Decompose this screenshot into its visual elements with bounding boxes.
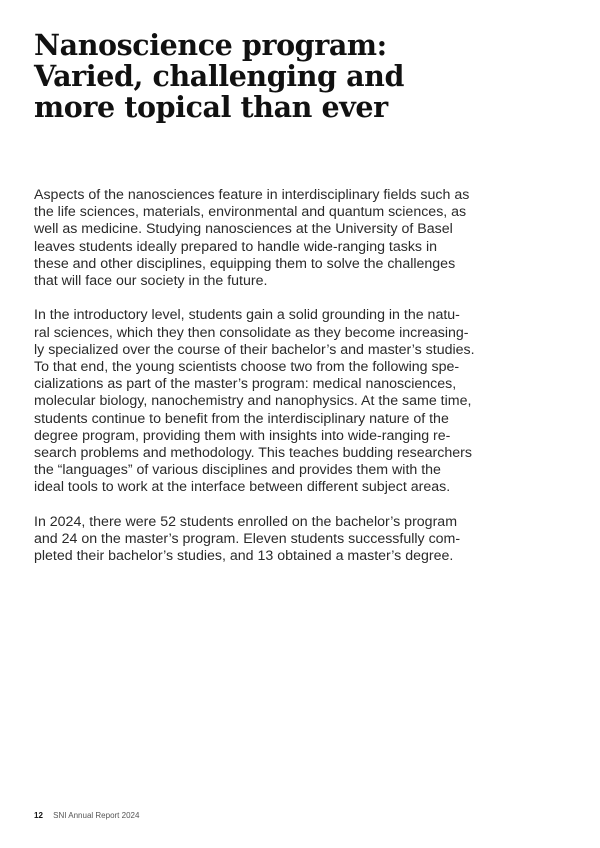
text-line: In the introductory level, students gain a solid grounding in the natu-	[34, 307, 460, 324]
text-line: pleted their bachelor’s studies, and 13 obtained a master’s degree.	[34, 548, 454, 565]
text-line: and 24 on the master’s program. Eleven students successfully com-	[34, 531, 461, 548]
body-text	[34, 187, 484, 583]
text-line: In 2024, there were 52 students enrolled on the bachelor’s program	[34, 513, 458, 530]
text-line: ly specialized over the course of their bachelor’s and master’s studies.	[34, 341, 475, 358]
paragraph-intro	[34, 187, 484, 290]
text-line: these and other disciplines, equipping them to solve the challenges	[34, 255, 456, 272]
title-line: Varied, challenging and	[34, 59, 404, 93]
text-line: the life sciences, materials, environmental and quantum sciences, as	[34, 204, 467, 221]
text-line: cializations as part of the master’s program: medical nanosciences,	[34, 376, 457, 393]
text-line: the “languages” of various disciplines and provides them with the	[34, 462, 441, 479]
page-footer	[34, 811, 139, 821]
text-line: molecular biology, nanochemistry and nanophysics. At the same time,	[34, 393, 472, 410]
title-line: Nanoscience program:	[34, 28, 387, 62]
paragraph-enrollment	[34, 514, 484, 566]
paragraph-curriculum	[34, 307, 484, 496]
text-line: leaves students ideally prepared to handle wide-ranging tasks in	[34, 238, 438, 255]
title-line: more topical than ever	[34, 90, 388, 124]
text-line: Aspects of the nanosciences feature in interdisciplinary fields such as	[34, 187, 470, 203]
text-line: search problems and methodology. This teaches budding researchers	[34, 445, 472, 462]
publication-name: SNI Annual Report 2024	[53, 811, 140, 820]
text-line: To that end, the young scientists choose two from the following spe-	[34, 359, 460, 376]
text-line: ideal tools to work at the interface between different subject areas.	[34, 479, 451, 496]
text-line: ral sciences, which they then consolidate as they become increasing-	[34, 324, 469, 341]
text-line: degree program, providing them with insights into wide-ranging re-	[34, 427, 451, 444]
text-line: that will face our society in the future.	[34, 273, 268, 290]
page-number: 12	[34, 811, 43, 820]
text-line: students continue to benefit from the interdisciplinary nature of the	[34, 410, 449, 427]
page-title	[34, 30, 474, 123]
text-line: well as medicine. Studying nanosciences at the University of Basel	[34, 221, 453, 238]
